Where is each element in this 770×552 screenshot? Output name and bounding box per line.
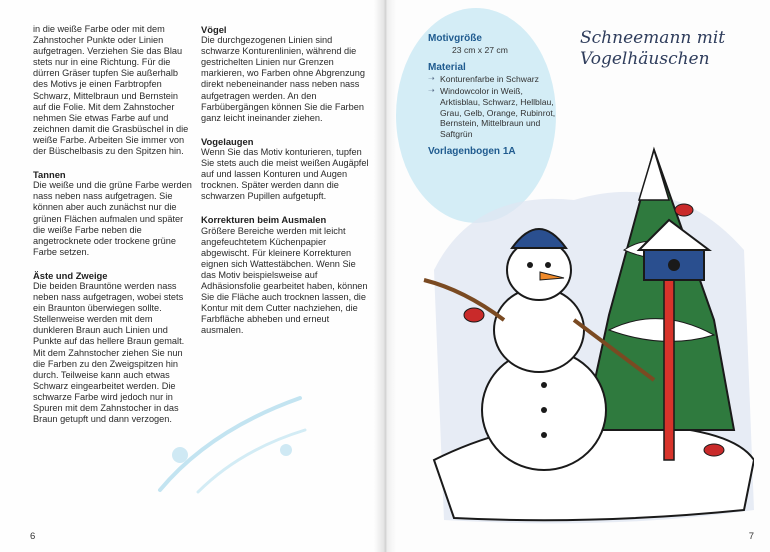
vogelaugen-heading: Vogelaugen (201, 135, 254, 147)
arrow-bullet-icon: ➝ (428, 86, 435, 96)
snowflake-swoosh-decoration (150, 390, 310, 500)
tannen-heading: Tannen (33, 169, 66, 181)
page-number-left: 6 (30, 531, 36, 542)
vorlagenbogen-label: Vorlagenbogen 1A (428, 146, 516, 158)
aeste-heading: Äste und Zweige (33, 269, 108, 281)
arrow-bullet-icon: ➝ (428, 73, 435, 83)
aeste-paragraph: Die beiden Brauntöne werden nass neben nass aufgetragen, wobei stets ein Braunton überwiegen sollte. Stellenweise werden mit dem dunkleren Braun auch Linien und Punkte auf das hellere Braun gemalt. Mit dem Zahnstocher ziehen Sie nun die Farben zu den Zweigspitzen hin durch. Teilweise kann auch etwas Schwarz eingearbeitet werden. Die schwarze Farbe wird jedoch nur in Spuren mit dem Zahnstocher in das Braun getupft und dann verzogen. (33, 280, 185, 425)
tannen-paragraph: Die weiße und die grüne Farbe werden nass neben nass aufgetragen. Sie können aber auch zunächst nur die grünen Flächen aufmalen und später die weiße Farbe neben die angetrocknete oder trockene grüne Farbe setzen. (33, 180, 192, 257)
right-page (384, 0, 770, 552)
left-column-2 (201, 24, 371, 348)
page-title: Schneemann mit Vogelhäuschen (580, 28, 726, 69)
material-item: ➝ Windowcolor in Weiß, Arktisblau, Schwarz, Hellblau, Grau, Gelb, Orange, Rubinrot, Bernstein, Mittelbraun und Saftgrün (428, 86, 556, 139)
intro-paragraph: in die weiße Farbe oder mit dem Zahnstocher Punkte oder Linien aufgetragen. Verziehen Sie das Blau stets nur in eine Richtung. Für die dürren Gräser tupfen Sie außerhalb des Motivs je einen Farbtropfen Schwarz, Mittelbraun und Bernstein auf die Folie. Mit dem Zahnstocher nehmen Sie etwas Farbe auf und zeichnen damit die Grasbüschel in die weiße Farbe. Arbeiten Sie immer von der Büschelbasis zu den Spitzen hin. (33, 24, 189, 157)
motivgroesse-value: 23 cm x 27 cm (452, 44, 508, 55)
voegel-heading: Vögel (201, 24, 227, 35)
left-column-1 (33, 24, 193, 437)
book-gutter (374, 0, 396, 552)
korrekturen-paragraph: Größere Bereiche werden mit leicht angefeuchtetem Küchenpapier abgewischt. Für kleinere Korrekturen eignen sich Wattestäbchen. Wenn Sie das Motiv beispielsweise auf Adhäsionsfolie gearbeitet haben, können Sie die Fläche auch trocknen lassen, die Kontur mit dem Cutter nachziehen, die Farbfläche abheben und erneut ausmalen. (201, 225, 368, 336)
vogelaugen-paragraph: Wenn Sie das Motiv konturieren, tupfen Sie stets auch die meist weißen Augäpfel auf und lassen Konturen und Augen trocknen. Später werden dann die schwarzen Pupillen aufgetupft. (201, 146, 369, 202)
page-number-right: 7 (748, 531, 754, 542)
voegel-paragraph: Die durchgezogenen Linien sind schwarze Konturenlinien, während die gestrichelten Linien nur Grenzen markieren, wo Farben ohne Abgrenzung direkt nebeneinander nass neben nass aufgetragen werden. An den Farbübergängen können Sie die Farben ganz leicht ineinander ziehen. (201, 35, 365, 123)
snowman-birdhouse-illustration (414, 130, 754, 530)
korrekturen-heading: Korrekturen beim Ausmalen (201, 214, 327, 226)
material-item: ➝ Konturenfarbe in Schwarz (428, 73, 539, 84)
left-page (0, 0, 384, 552)
motivgroesse-label: Motivgröße (428, 33, 482, 44)
material-label: Material (428, 62, 466, 74)
